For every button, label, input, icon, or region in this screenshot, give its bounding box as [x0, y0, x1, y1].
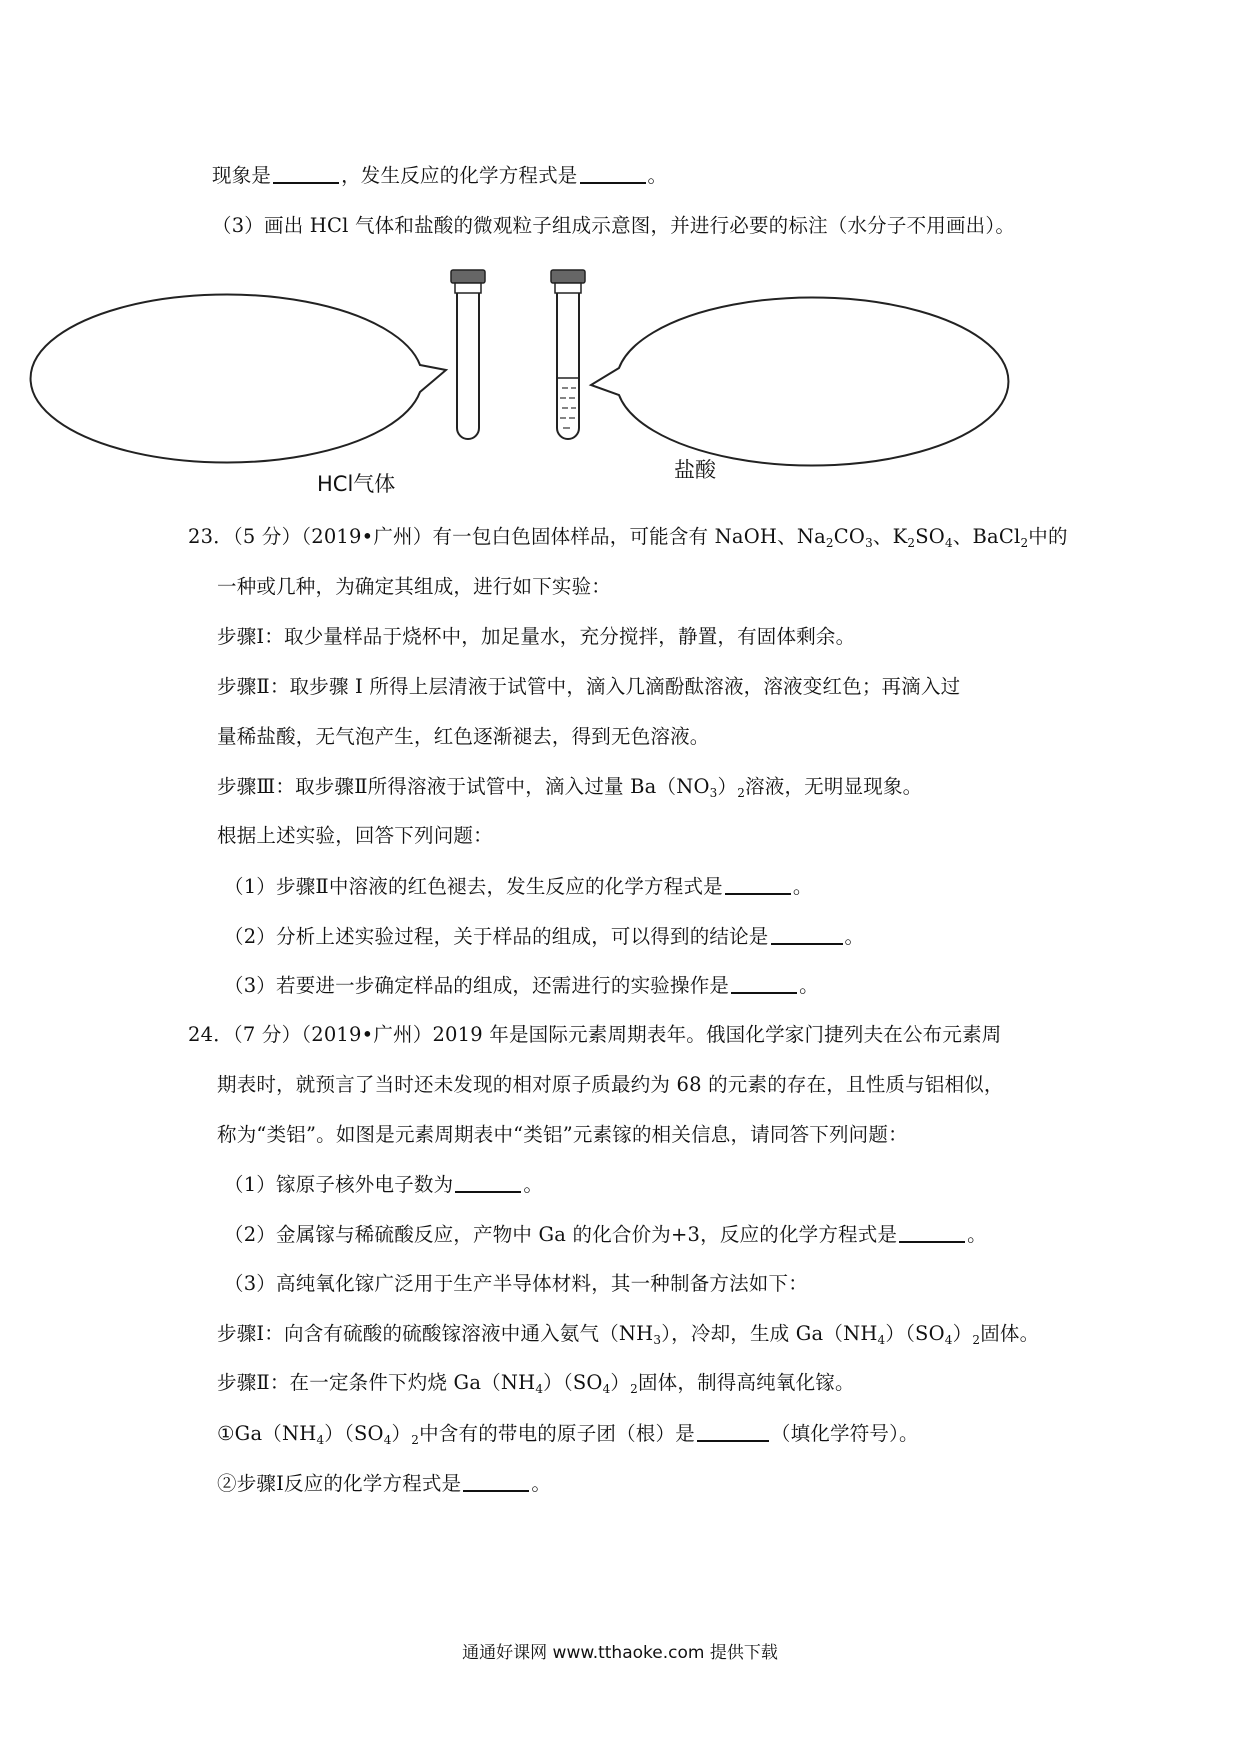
text: 固体，制得高纯氧化镓。 — [637, 1371, 855, 1394]
text: 、K — [872, 525, 908, 548]
q22-text-equation: ，发生反应的化学方程式是 — [341, 164, 578, 187]
subscript: 4 — [877, 1333, 886, 1347]
answer-blank — [731, 972, 797, 994]
text: CO — [833, 525, 866, 548]
text: 步骤Ⅲ：取步骤Ⅱ所得溶液于试管中，滴入过量 Ba（NO — [217, 775, 710, 798]
answer-blank — [771, 923, 843, 945]
text: 步骤Ⅱ：在一定条件下灼烧 Ga（NH — [217, 1371, 536, 1394]
text: 23．（5 分）（2019•广州）有一包白色固体样品，可能含有 NaOH、Na — [188, 525, 826, 548]
q23-step-2-line-1: 步骤Ⅱ：取步骤 Ⅰ 所得上层清液于试管中，滴入几滴酚酞溶液，溶液变红色；再滴入过 — [217, 675, 961, 698]
text: ） — [610, 1371, 631, 1394]
subscript: 4 — [535, 1382, 544, 1396]
subscript: 4 — [316, 1433, 325, 1447]
text: ①Ga（NH — [217, 1422, 317, 1445]
q23-subquestion-1 — [224, 873, 813, 900]
answer-blank — [725, 873, 791, 895]
punct: 。 — [523, 1173, 544, 1196]
text: ②步骤Ⅰ反应的化学方程式是 — [217, 1472, 462, 1495]
q23-prompt: 根据上述实验，回答下列问题： — [217, 824, 493, 847]
q23-step-2-line-2: 量稀盐酸，无气泡产生，红色逐渐褪去，得到无色溶液。 — [217, 725, 710, 748]
text: SO — [915, 525, 945, 548]
page-footer: 通通好课网 www.tthaoke.com 提供下载 — [462, 1643, 778, 1663]
q23-subquestion-2 — [224, 923, 864, 950]
subscript: 3 — [865, 536, 873, 550]
q24-item-1 — [217, 1420, 919, 1453]
text: （2）分析上述实验过程，关于样品的组成，可以得到的结论是 — [224, 925, 769, 948]
punct: 。 — [967, 1223, 987, 1246]
q24-item-2 — [217, 1470, 551, 1497]
test-tube-gas — [451, 270, 485, 439]
text: ），冷却，生成 Ga（NH — [661, 1322, 878, 1345]
text: 固体。 — [980, 1322, 1040, 1345]
text: 、BaCl — [952, 525, 1021, 548]
subscript: 4 — [944, 536, 953, 550]
punct: 。 — [531, 1472, 552, 1495]
text: （2）金属镓与稀硫酸反应，产物中 Ga 的化合价为+3，反应的化学方程式是 — [224, 1223, 898, 1246]
q23-heading-line-1 — [188, 524, 1068, 556]
q23-heading-line-2: 一种或几种，为确定其组成，进行如下实验： — [217, 575, 612, 598]
q22-text-phenomenon: 现象是 — [212, 164, 272, 187]
answer-blank — [697, 1420, 769, 1442]
subscript: 2 — [411, 1433, 420, 1447]
text: ） — [717, 775, 738, 798]
q23-subquestion-3 — [224, 972, 819, 999]
answer-blank — [455, 1171, 521, 1193]
label-hcl-gas: HCl气体 — [317, 472, 396, 496]
text: ）（SO — [885, 1322, 945, 1345]
test-tube-acid — [551, 270, 585, 439]
text: ）（SO — [543, 1371, 603, 1394]
subscript: 2 — [972, 1333, 981, 1347]
subscript: 2 — [825, 536, 834, 550]
punct: 。 — [799, 974, 819, 997]
subscript: 4 — [602, 1382, 611, 1396]
subscript: 2 — [1020, 536, 1029, 550]
q24-subquestion-2 — [224, 1221, 987, 1248]
q24-subquestion-3: （3）高纯氧化镓广泛用于生产半导体材料，其一种制备方法如下： — [224, 1272, 808, 1295]
text: （1）镓原子核外电子数为 — [224, 1173, 454, 1196]
label-hydrochloric-acid: 盐酸 — [674, 458, 716, 482]
subscript: 4 — [944, 1333, 953, 1347]
right-speech-bubble — [591, 298, 1008, 466]
q22-subquestion-3: （3）画出 HCl 气体和盐酸的微观粒子组成示意图，并进行必要的标注（水分子不用画出）。 — [212, 214, 1016, 237]
subscript: 4 — [383, 1433, 392, 1447]
text: 溶液，无明显现象。 — [745, 775, 923, 798]
left-speech-bubble — [31, 295, 446, 463]
text: 中的 — [1028, 525, 1068, 548]
subscript: 2 — [907, 536, 916, 550]
text: 中含有的带电的原子团（根）是 — [419, 1422, 695, 1445]
q23-step-3 — [217, 774, 922, 806]
punct: 。 — [844, 925, 865, 948]
subscript: 3 — [653, 1333, 662, 1347]
q24-subquestion-1 — [224, 1171, 543, 1198]
punct: 。 — [647, 164, 668, 187]
q23-step-1: 步骤Ⅰ：取少量样品于烧杯中，加足量水，充分搅拌，静置，有固体剩余。 — [217, 625, 856, 648]
text: ） — [952, 1322, 973, 1345]
q24-heading-line-2: 期表时，就预言了当时还未发现的相对原子质最约为 68 的元素的存在，且性质与铝相似， — [217, 1073, 1004, 1096]
text: （3）若要进一步确定样品的组成，还需进行的实验操作是 — [224, 974, 730, 997]
punct: 。 — [792, 875, 813, 898]
q24-heading-line-1: 24．（7 分）（2019•广州）2019 年是国际元素周期表年。俄国化学家门捷列夫在公布元素周 — [188, 1023, 1002, 1046]
q24-heading-line-3: 称为“类铝”。如图是元素周期表中“类铝”元素镓的相关信息，请同答下列问题： — [217, 1123, 908, 1146]
answer-blank — [899, 1221, 965, 1243]
text: 步骤Ⅰ：向含有硫酸的硫酸镓溶液中通入氨气（NH — [217, 1322, 654, 1345]
text: （填化学符号）。 — [770, 1422, 919, 1445]
text: ） — [391, 1422, 412, 1445]
answer-blank — [463, 1470, 529, 1492]
q24-step-1 — [217, 1321, 1039, 1353]
subscript: 2 — [630, 1382, 638, 1396]
text: （1）步骤Ⅱ中溶液的红色褪去，发生反应的化学方程式是 — [224, 875, 723, 898]
subscript: 2 — [737, 786, 746, 800]
text: ）（SO — [324, 1422, 384, 1445]
q24-step-2 — [217, 1370, 855, 1402]
subscript: 3 — [709, 786, 718, 800]
